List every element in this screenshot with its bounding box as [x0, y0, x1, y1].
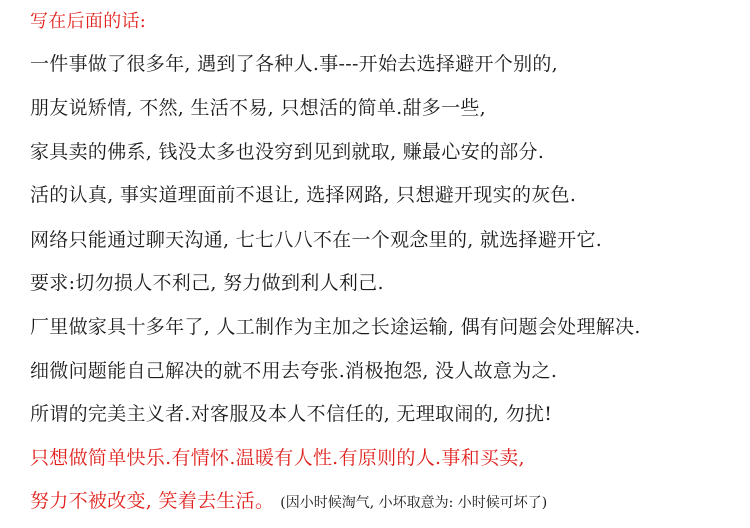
closing-line-1: 只想做简单快乐.有情怀.温暖有人性.有原则的人.事和买卖,	[30, 447, 525, 469]
body-line: 网络只能通过聊天沟通, 七七八八不在一个观念里的, 就选择避开它.	[30, 229, 603, 251]
closing-motto: 努力不被改变, 笑着去生活。	[30, 490, 275, 512]
body-line: 朋友说矫情, 不然, 生活不易, 只想活的简单.甜多一些,	[30, 97, 487, 119]
body-line: 一件事做了很多年, 遇到了各种人.事---开始去选择避开个别的,	[30, 53, 559, 75]
body-line: 所谓的完美主义者.对客服及本人不信任的, 无理取闹的, 勿扰!	[30, 403, 553, 425]
body-line: 要求:切勿损人不利己, 努力做到利人利己.	[30, 272, 384, 294]
body-line: 家具卖的佛系, 钱没太多也没穷到见到就取, 赚最心安的部分.	[30, 141, 545, 163]
body-line: 活的认真, 事实道理面前不退让, 选择网路, 只想避开现实的灰色.	[30, 184, 577, 206]
body-line: 厂里做家具十多年了, 人工制作为主加之长途运输, 偶有问题会处理解决.	[30, 316, 641, 338]
closing-line-2	[30, 489, 547, 515]
body-line: 细微问题能自己解决的就不用去夸张.消极抱怨, 没人故意为之.	[30, 360, 558, 382]
heading: 写在后面的话:	[30, 11, 147, 32]
closing-note: (因小时候淘气, 小坏取意为: 小时候可坏了)	[280, 495, 548, 511]
